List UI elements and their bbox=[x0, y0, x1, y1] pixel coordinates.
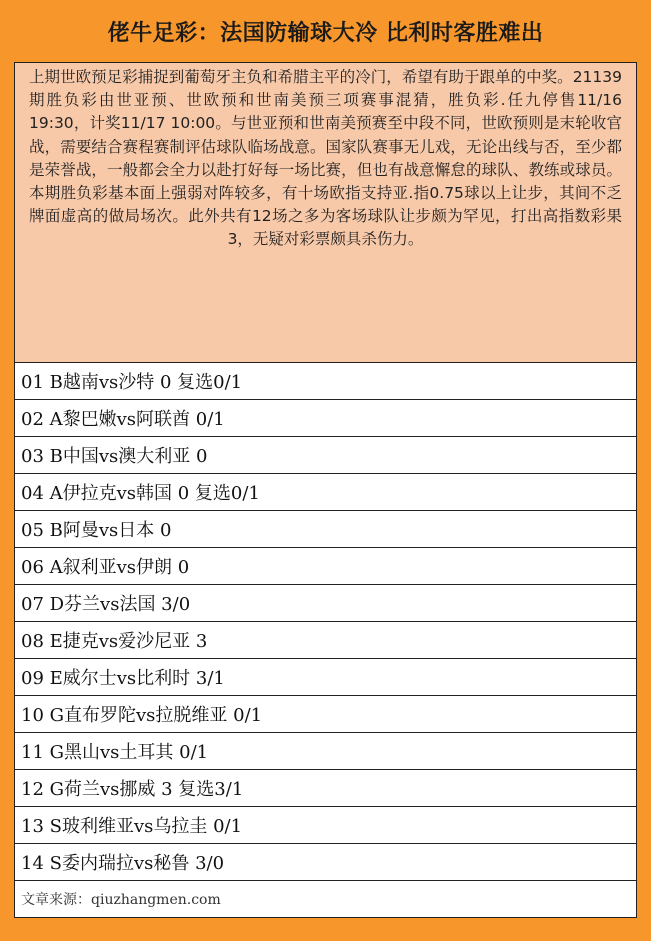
content-panel bbox=[14, 62, 637, 918]
match-row-01: 01 B越南vs沙特 0 复选0/1 bbox=[15, 363, 636, 400]
article-title: 佬牛足彩：法国防输球大冷 比利时客胜难出 bbox=[107, 20, 544, 46]
match-list bbox=[15, 363, 636, 881]
match-row-13: 13 S玻利维亚vs乌拉圭 0/1 bbox=[15, 807, 636, 844]
match-row-05: 05 B阿曼vs日本 0 bbox=[15, 511, 636, 548]
match-row-08: 08 E捷克vs爱沙尼亚 3 bbox=[15, 622, 636, 659]
match-row-03: 03 B中国vs澳大利亚 0 bbox=[15, 437, 636, 474]
match-row-11: 11 G黑山vs土耳其 0/1 bbox=[15, 733, 636, 770]
match-row-09: 09 E威尔士vs比利时 3/1 bbox=[15, 659, 636, 696]
source-line: 文章来源：qiuzhangmen.com bbox=[21, 892, 221, 908]
match-row-12: 12 G荷兰vs挪威 3 复选3/1 bbox=[15, 770, 636, 807]
match-row-06: 06 A叙利亚vs伊朗 0 bbox=[15, 548, 636, 585]
match-row-10: 10 G直布罗陀vs拉脱维亚 0/1 bbox=[15, 696, 636, 733]
match-row-07: 07 D芬兰vs法国 3/0 bbox=[15, 585, 636, 622]
match-row-02: 02 A黎巴嫩vs阿联酋 0/1 bbox=[15, 400, 636, 437]
match-row-04: 04 A伊拉克vs韩国 0 复选0/1 bbox=[15, 474, 636, 511]
match-row-14: 14 S委内瑞拉vs秘鲁 3/0 bbox=[15, 844, 636, 881]
intro-paragraph: 上期世欧预足彩捕捉到葡萄牙主负和希腊主平的冷门，希望有助于跟单的中奖。21139期胜负彩由世亚预、世欧预和世南美预三项赛事混猜，胜负彩.任九停售11/16 19:30，计奖11/17 10:00。与世亚预和世南美预赛至中段不同，世欧预则是末轮收官战，需要结合赛程赛制评估球队临场战意。国家队赛事无儿戏，无论出线与否，至少都是荣誉战，一般都会全力以赴打好每一场比赛，但也有战意懈怠的球队、教练或球员。本期胜负彩基本面上强弱对阵较多，有十场欧指支持亚.指0.75球以上让步，其间不乏牌面虚高的做局场次。此外共有12场之多为客场球队让步颇为罕见，打出高指数彩果3，无疑对彩票颇具杀伤力。 bbox=[15, 63, 636, 363]
